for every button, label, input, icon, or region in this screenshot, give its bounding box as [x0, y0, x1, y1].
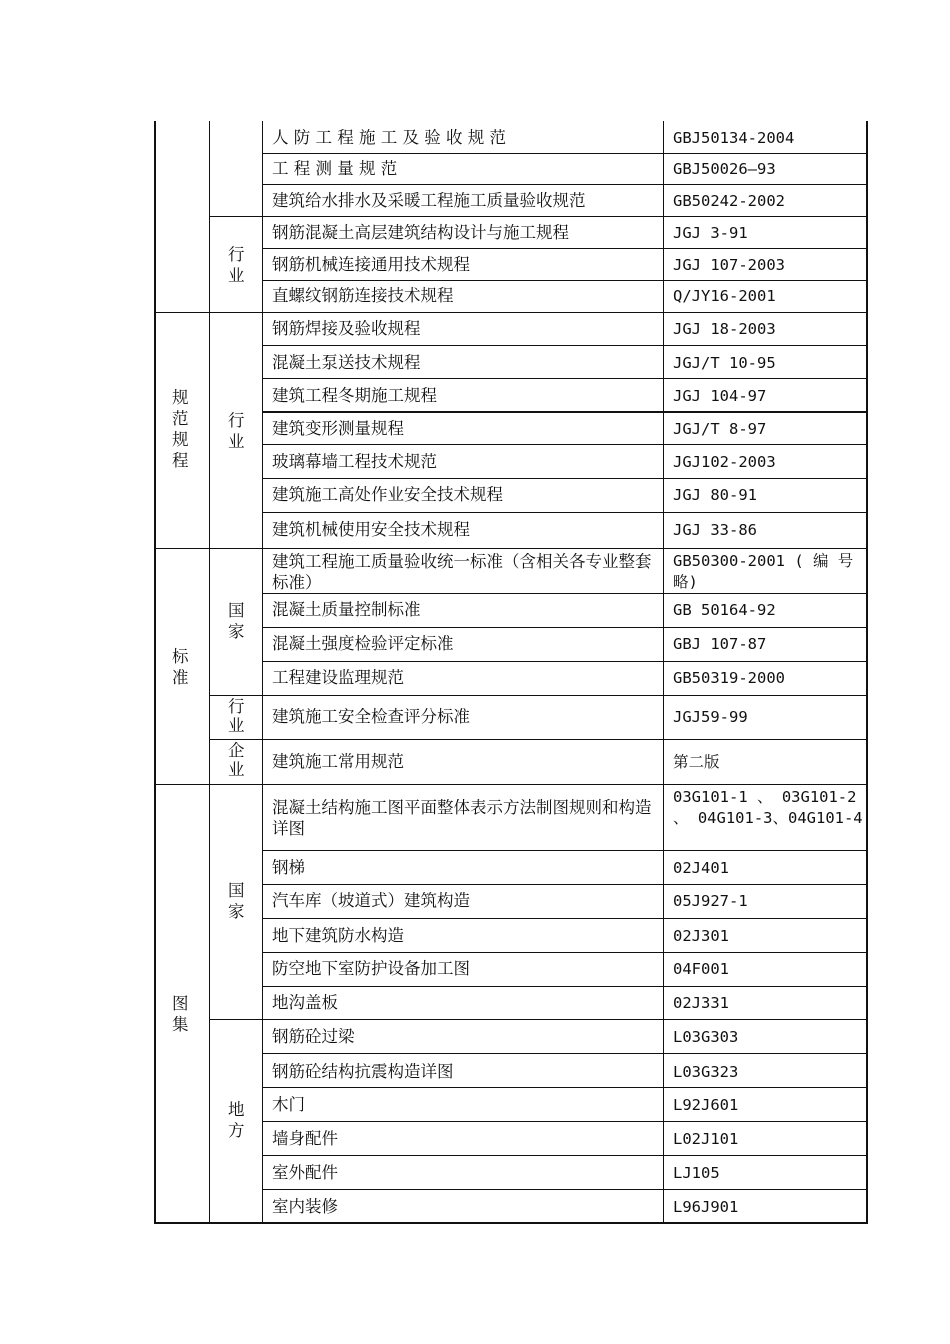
row-code: JGJ 33-86	[673, 521, 757, 539]
row-name: 钢筋混凝土高层建筑结构设计与施工规程	[272, 223, 569, 242]
row-separator	[262, 378, 868, 379]
subcategory-separator	[209, 1019, 868, 1020]
row-code: JGJ102-2003	[673, 453, 776, 471]
row-name: 直螺纹钢筋连接技术规程	[272, 286, 454, 305]
row-name: 建筑施工高处作业安全技术规程	[272, 485, 503, 504]
row-name: 工 程 测 量 规 范	[272, 159, 398, 178]
row-separator	[262, 850, 868, 851]
row-name: 地沟盖板	[272, 993, 338, 1012]
category-separator	[154, 312, 868, 313]
table-divider-code	[663, 121, 664, 1224]
row-name: 室外配件	[272, 1163, 338, 1182]
row-separator	[262, 661, 868, 662]
row-separator	[262, 1121, 868, 1122]
row-name: 混凝土强度检验评定标准	[272, 634, 454, 653]
subcategory-label: 国家	[228, 601, 245, 641]
row-code: L03G323	[673, 1063, 739, 1081]
table-divider-subcategory	[262, 121, 263, 1224]
row-separator	[262, 884, 868, 885]
row-name: 建筑工程施工质量验收统一标准（含相关各专业整套标准）	[272, 552, 652, 592]
row-code: 02J401	[673, 859, 729, 877]
row-code: JGJ 3-91	[673, 224, 748, 242]
row-code: 03G101-1 、 03G101-2 、 04G101-3、04G101-4	[673, 788, 863, 827]
row-name: 墙身配件	[272, 1129, 338, 1148]
row-name: 钢筋焊接及验收规程	[272, 319, 421, 338]
row-name: 玻璃幕墙工程技术规范	[272, 452, 437, 471]
row-separator	[262, 478, 868, 479]
row-code: GBJ50134-2004	[673, 129, 795, 147]
row-separator	[262, 1189, 868, 1190]
subcategory-label: 国家	[228, 881, 245, 921]
row-name: 混凝土结构施工图平面整体表示方法制图规则和构造详图	[272, 798, 652, 838]
row-name: 建筑施工常用规范	[272, 752, 404, 771]
category-label: 标准	[172, 647, 189, 687]
row-name: 建筑机械使用安全技术规程	[272, 520, 470, 539]
row-code: 第二版	[673, 753, 720, 771]
row-code: JGJ/T 10-95	[673, 354, 776, 372]
subcategory-label: 企业	[228, 741, 245, 779]
row-code: Q/JY16-2001	[673, 287, 776, 305]
category-separator	[154, 784, 868, 785]
row-separator	[262, 184, 868, 185]
row-code: GB50300-2001 ( 编 号略)	[673, 552, 854, 591]
row-code: JGJ 104-97	[673, 387, 767, 405]
row-name: 混凝土泵送技术规程	[272, 353, 421, 372]
category-label: 图集	[172, 994, 189, 1034]
row-name: 建筑变形测量规程	[272, 419, 404, 438]
row-separator	[262, 1087, 868, 1088]
row-name: 钢筋砼过梁	[272, 1027, 355, 1046]
row-code: JGJ 80-91	[673, 486, 757, 504]
row-separator	[262, 153, 868, 154]
row-separator	[262, 1155, 868, 1156]
subcategory-separator	[209, 695, 868, 696]
row-separator	[262, 280, 868, 281]
row-code: L96J901	[673, 1198, 739, 1216]
row-name: 钢梯	[272, 858, 305, 877]
row-name: 人 防 工 程 施 工 及 验 收 规 范	[272, 128, 506, 147]
subcategory-label: 地方	[228, 1100, 245, 1140]
table-border-left	[154, 121, 156, 1224]
row-code: LJ105	[673, 1164, 720, 1182]
row-code: JGJ59-99	[673, 708, 748, 726]
subcategory-label: 行业	[228, 411, 245, 451]
subcategory-separator	[209, 216, 868, 217]
row-code: 02J301	[673, 927, 729, 945]
row-code: GB50319-2000	[673, 669, 785, 687]
row-name: 木门	[272, 1095, 305, 1114]
subcategory-label: 行业	[228, 697, 245, 735]
table-divider-category	[209, 121, 210, 1224]
row-code: GB 50164-92	[673, 601, 776, 619]
row-code: 05J927-1	[673, 892, 748, 910]
row-separator	[262, 345, 868, 346]
row-name: 工程建设监理规范	[272, 668, 404, 687]
row-separator	[262, 444, 868, 445]
row-separator	[262, 593, 868, 594]
row-code: JGJ/T 8-97	[673, 420, 767, 438]
category-label: 规范规程	[172, 388, 189, 470]
row-name: 汽车库（坡道式）建筑构造	[272, 891, 470, 910]
row-separator	[262, 918, 868, 919]
row-separator	[262, 952, 868, 953]
row-separator	[262, 627, 868, 628]
row-name: 室内装修	[272, 1197, 338, 1216]
row-name: 建筑给水排水及采暖工程施工质量验收规范	[272, 191, 586, 210]
row-name: 混凝土质量控制标准	[272, 600, 421, 619]
row-separator	[262, 248, 868, 249]
row-separator	[262, 1053, 868, 1054]
row-code: 04F001	[673, 960, 729, 978]
row-name: 钢筋机械连接通用技术规程	[272, 255, 470, 274]
row-separator	[262, 411, 868, 413]
row-code: JGJ 107-2003	[673, 256, 785, 274]
row-separator	[262, 986, 868, 987]
subcategory-label: 行业	[228, 245, 245, 285]
row-code: GBJ 107-87	[673, 635, 767, 653]
table-border-right	[866, 121, 868, 1224]
row-code: L02J101	[673, 1130, 739, 1148]
row-name: 地下建筑防水构造	[272, 926, 404, 945]
row-code: 02J331	[673, 994, 729, 1012]
row-code: L92J601	[673, 1096, 739, 1114]
subcategory-separator	[209, 739, 868, 740]
row-name: 钢筋砼结构抗震构造详图	[272, 1062, 454, 1081]
table-border-bottom	[154, 1222, 868, 1224]
row-code: L03G303	[673, 1028, 739, 1046]
row-name: 建筑工程冬期施工规程	[272, 386, 437, 405]
row-name: 建筑施工安全检查评分标准	[272, 707, 470, 726]
row-name: 防空地下室防护设备加工图	[272, 959, 470, 978]
row-code: JGJ 18-2003	[673, 320, 776, 338]
row-code: GBJ50026—93	[673, 160, 776, 178]
category-separator	[154, 548, 868, 549]
row-separator	[262, 512, 868, 513]
row-code: GB50242-2002	[673, 192, 785, 210]
